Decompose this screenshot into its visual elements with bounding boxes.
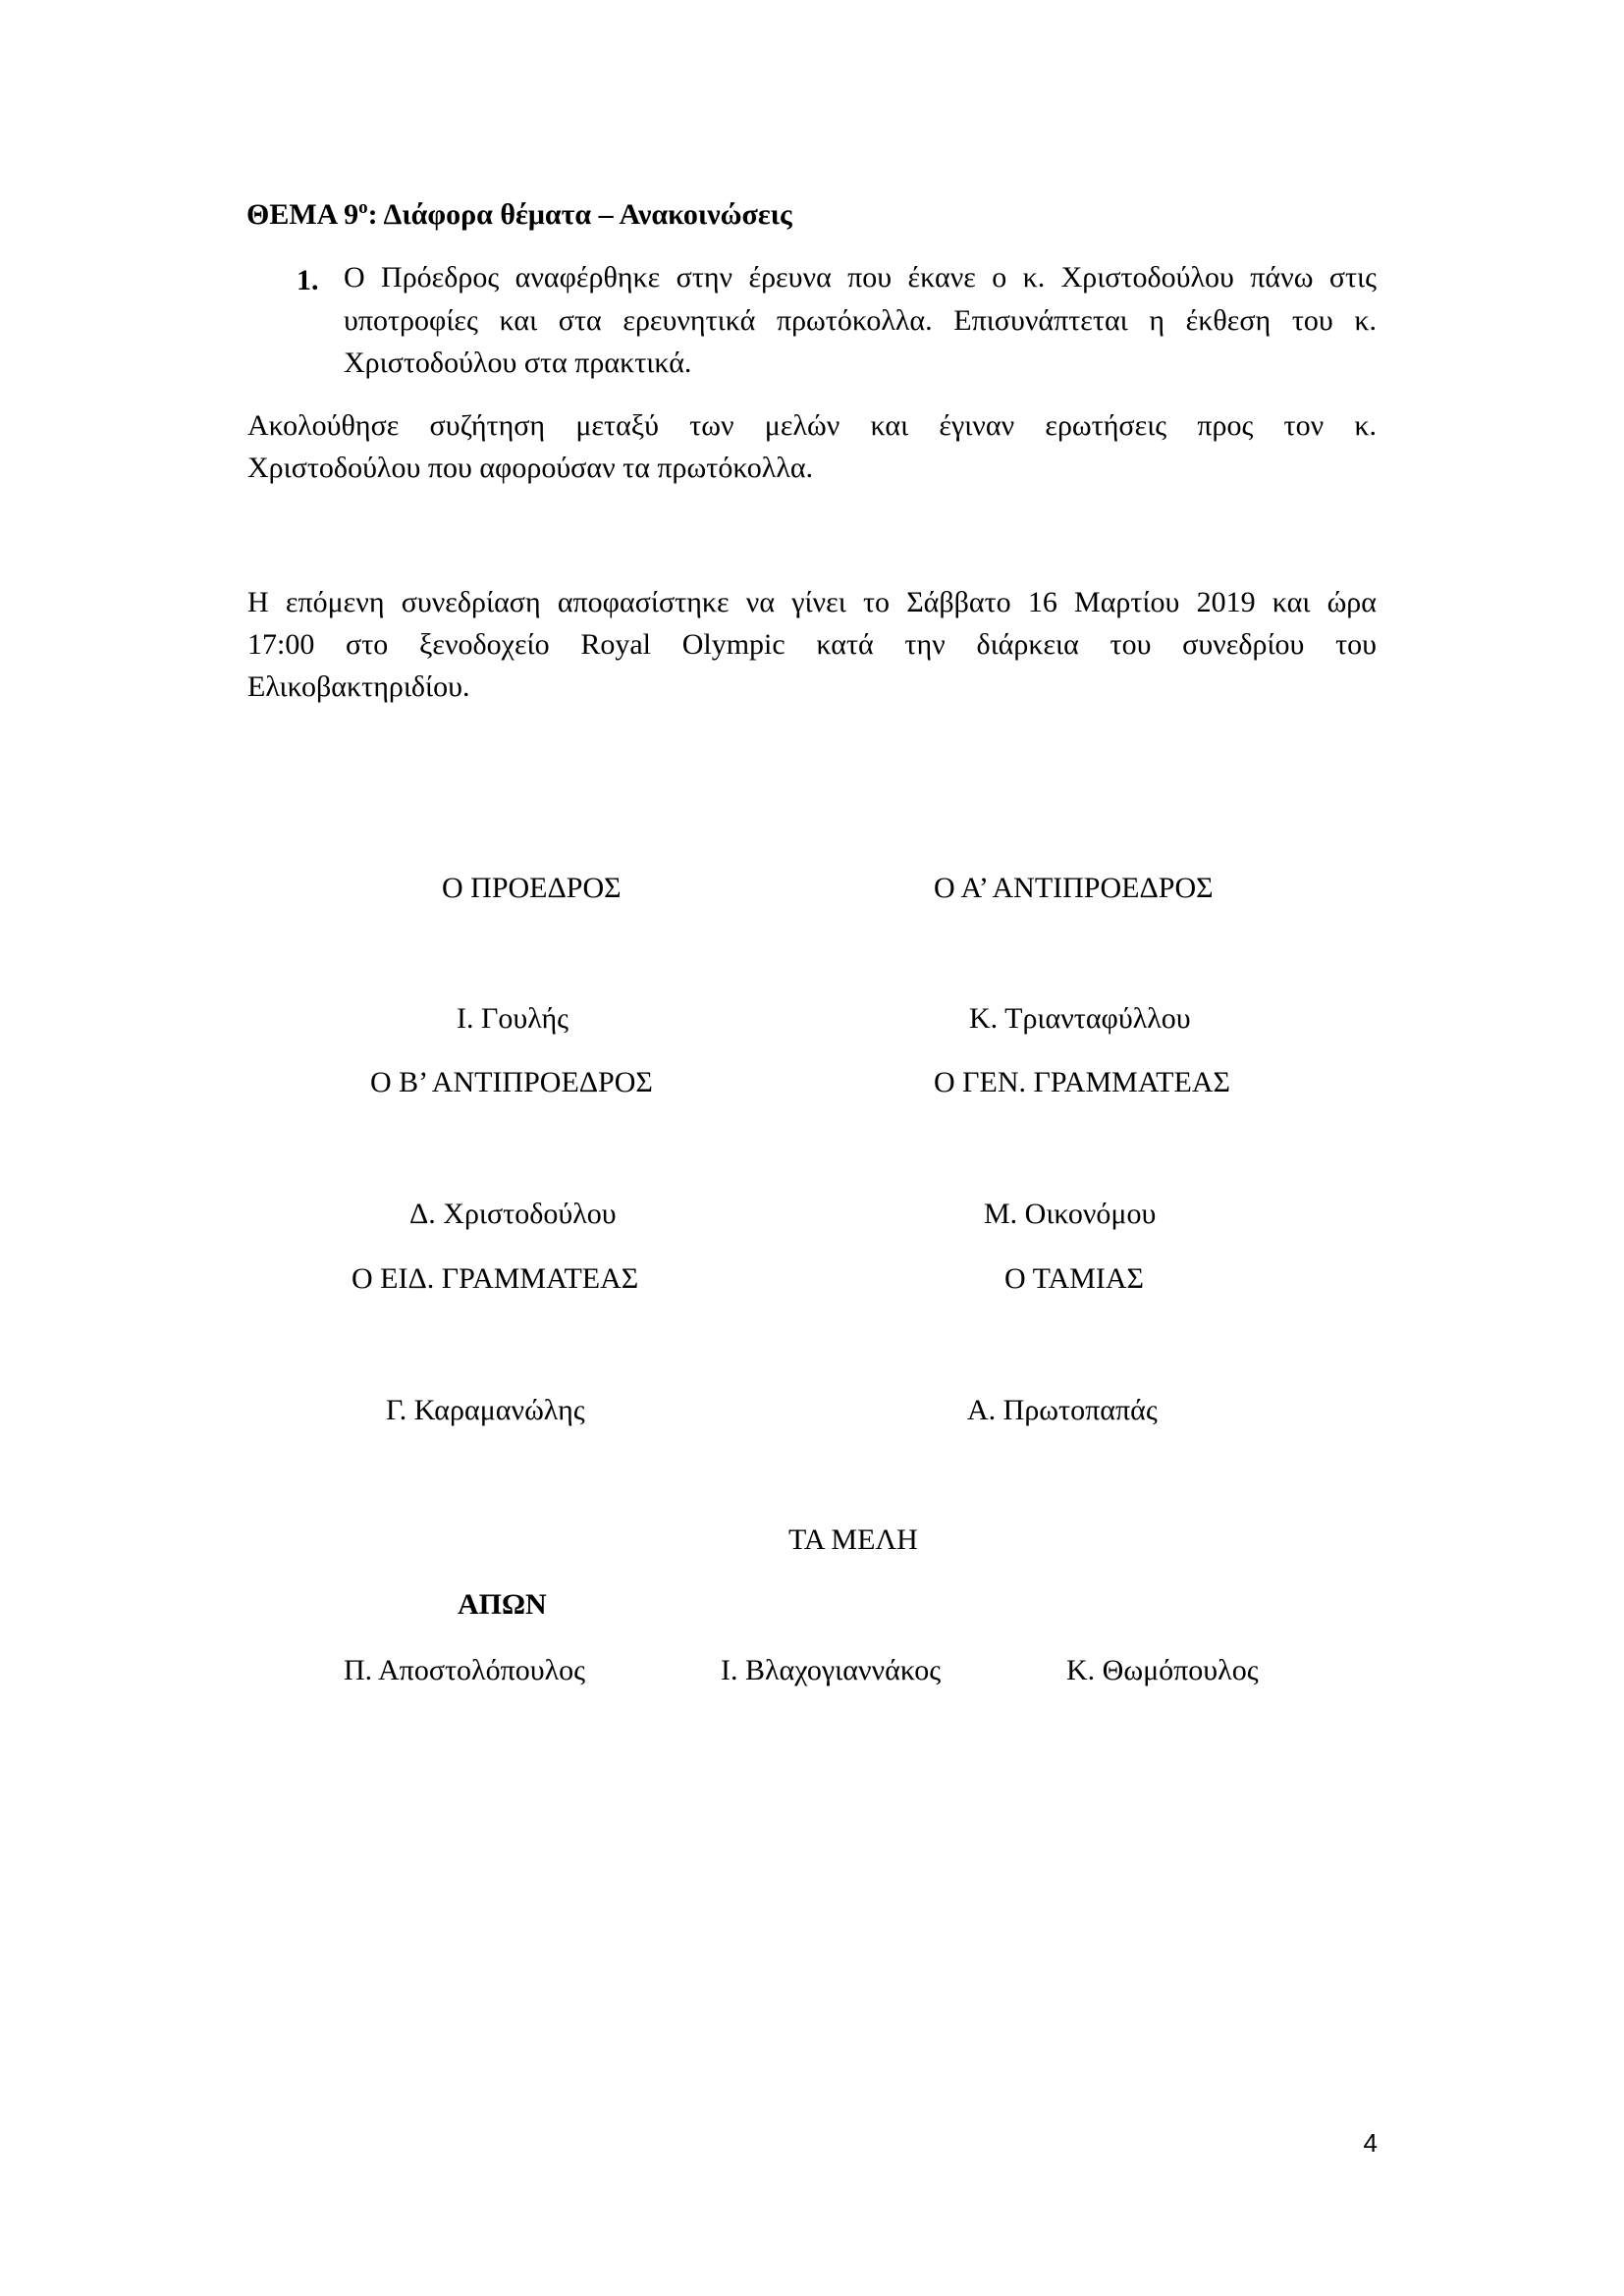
vice-president-b-name: Δ. Χριστοδούλου [409,1198,617,1230]
section-heading [246,197,792,231]
list-item-1-text [344,256,1377,385]
paragraph-line: Ελικοβακτηριδίου. [247,670,470,703]
paragraph-line: Η επόμενη συνεδρίαση αποφασίστηκε να γίνει το Σάββατο 16 Μαρτίου 2019 και ώρα [247,586,1377,618]
general-secretary-name: Μ. Οικονόμου [984,1198,1157,1230]
paragraph-line: Ακολούθησε συζήτηση μεταξύ των μελών και έγιναν ερωτήσεις προς τον κ. [247,409,1377,442]
vice-president-a-title: Ο Α’ ΑΝΤΙΠΡΟΕΔΡΟΣ [934,872,1214,904]
absent-label: ΑΠΩΝ [458,1588,547,1621]
heading-superscript: ο [358,197,368,218]
member-name: Π. Αποστολόπουλος [344,1654,586,1686]
page-number: 4 [1363,2128,1378,2158]
heading-prefix: ΘΕΜΑ 9 [246,198,359,231]
members-title: ΤΑ ΜΕΛΗ [788,1523,918,1556]
member-name: Κ. Θωμόπουλος [1066,1654,1259,1686]
vice-president-a-name: Κ. Τριανταφύλλου [969,1002,1191,1035]
treasurer-title: Ο ΤΑΜΙΑΣ [1004,1262,1145,1295]
list-item-number: 1. [297,264,319,296]
discussion-paragraph [247,404,1377,489]
paragraph-line: υποτροφίες και στα ερευνητικά πρωτόκολλα. Επισυνάπτεται η έκθεση του κ. [344,303,1377,337]
paragraph-line: 17:00 στο ξενοδοχείο Royal Olympic κατά την διάρκεια του συνεδρίου του [247,628,1377,661]
treasurer-name: Α. Πρωτοπαπάς [967,1394,1158,1426]
general-secretary-title: Ο ΓΕΝ. ΓΡΑΜΜΑΤΕΑΣ [934,1066,1230,1098]
member-name: Ι. Βλαχογιαννάκος [721,1654,942,1686]
special-secretary-title: Ο ΕΙΔ. ΓΡΑΜΜΑΤΕΑΣ [352,1262,639,1295]
next-meeting-paragraph [247,581,1377,708]
vice-president-b-title: Ο Β’ ΑΝΤΙΠΡΟΕΔΡΟΣ [370,1066,653,1098]
president-title: Ο ΠΡΟΕΔΡΟΣ [442,872,622,904]
president-name: Ι. Γουλής [457,1002,569,1035]
paragraph-line: Χριστοδούλου που αφορούσαν τα πρωτόκολλα. [247,452,814,484]
heading-suffix: : Διάφορα θέματα – Ανακοινώσεις [367,198,792,231]
paragraph-line: Ο Πρόεδρος αναφέρθηκε στην έρευνα που έκανε ο κ. Χριστοδούλου πάνω στις [344,261,1377,294]
paragraph-line: Χριστοδούλου στα πρακτικά. [344,347,692,379]
special-secretary-name: Γ. Καραμανώλης [386,1394,585,1426]
